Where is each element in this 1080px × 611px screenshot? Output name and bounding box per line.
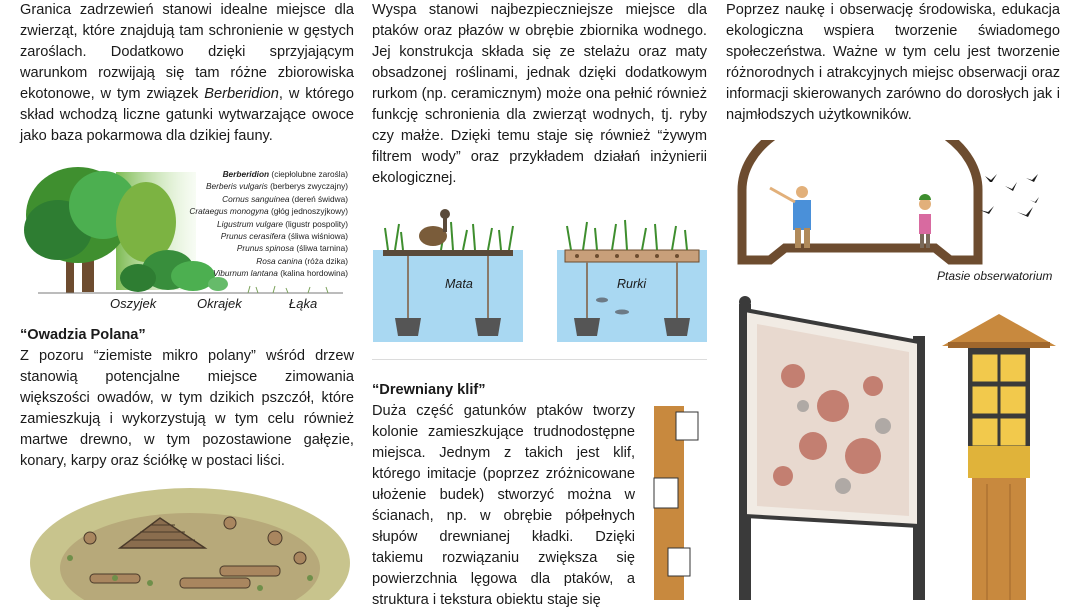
berberidion-legend [170, 168, 348, 280]
section-paragraph: Z pozoru “ziemiste mikro polany” wśród drzew stanowią potencjalne miejsce zimowania większości owadów, w tym dzikich pszczół, które zamieszkują i wykorzystują w tym celu również martwe drewno, w tym pozostawione gałęzie, konary, karpy oraz ściółkę w postaci liści. [20, 348, 354, 469]
floating-island-mata [373, 200, 523, 342]
legend-item: Prunus spinosa (śliwa tarnina) [236, 243, 348, 254]
observatory-caption: Ptasie obserwatorium [937, 269, 1053, 283]
info-board-illustration [733, 296, 945, 600]
zone-label-okrajek: Okrajek [197, 296, 242, 311]
divider-line [372, 359, 707, 360]
column-2 [372, 0, 707, 189]
island-label-rurki: Rurki [617, 277, 647, 291]
legend-item: Rosa canina (róża dzika) [256, 255, 348, 266]
island-rurki-image [557, 200, 707, 342]
column-1 [20, 0, 354, 147]
zone-label-oszyjek: Oszyjek [110, 296, 157, 311]
observatory-image [730, 140, 1060, 285]
legend-item: Ligustrum vulgare (ligustr pospolity) [217, 218, 348, 229]
meadow-illustration [30, 478, 352, 600]
section-owadzia-polana [20, 325, 354, 472]
section-paragraph: Duża część gatunków ptaków tworzy kolonie zamieszkujące trudnodostępne miejsca. Jednym z takich jest klif, którego imitacje (poprzez zróżnicowane ułożenie budek) stworzyć można w ścianach, np. w obrębie półpełnych słupów drewnianej kładki. Dzięki takiemu rozwiązaniu zwiększa się powierzchnia lęgowa dla ptaków, a struktura i tekstura obiektu staje się [372, 403, 635, 608]
legend-item: Viburnum lantana (kalina hordowina) [213, 268, 348, 279]
intro-paragraph-col3: Poprzez naukę i obserwację środowiska, edukacja ekologiczna wspiera tworzenie świadomego społeczeństwa. Ważne w tym celu jest tworzenie różnorodnych i atrakcyjnych miejsc obserwacji oraz informacji skierowanych zarówno do dorosłych jak i najmłodszych użytkowników. [726, 2, 1060, 123]
section-heading: “Drewniany klif” [372, 382, 486, 398]
section-drewniany-klif [372, 380, 635, 611]
floating-island-rurki [557, 200, 707, 342]
deadwood-glade-image [30, 478, 352, 600]
island-label-mata: Mata [445, 277, 473, 291]
cliff-post-image [650, 406, 708, 600]
zone-label-laka: Łąka [289, 296, 318, 311]
intro-paragraph-col2: Wyspa stanowi najbezpieczniejsze miejsce dla ptaków oraz płazów w obrębie zbiornika wodnego. Jej konstrukcja składa się ze stelażu oraz maty obsadzonej roślinami, jednak dzięki dodatkowym rurkom (np. ceramicznym) może ona pełnić również funkcję schronienia dla zwierząt wodnych, tj. ryby czy małże. Dzięki temu staje się również “żywym filtrem wody” oraz przykładem działań inżynierii ekologicznej. [372, 2, 707, 186]
column-3 [726, 0, 1060, 126]
legend-item: Prunus cerasifera (śliwa wiśniowa) [220, 231, 348, 242]
info-totem-illustration [942, 314, 1056, 600]
wooden-cliff-post [650, 406, 708, 600]
section-heading: “Owadzia Polana” [20, 327, 146, 343]
intro-paragraph-col1: Granica zadrzewień stanowi idealne miejsce dla zwierząt, które znajdują tam schronienie w gęstych zaroślach. Dodatkowo dzięki sprzyjającym warunkom rozwijają się tam różne zbiorowiska ekotonowe, w tym związek Berberidion, w którego skład wchodzą liczne gatunki wytwarzające owoce jako baza pokarmowa dla dzikiej fauny. [20, 2, 354, 144]
bird-observatory-illustration [730, 140, 1060, 285]
legend-item: Cornus sanguinea (dereń świdwa) [222, 193, 348, 204]
info-board-image [733, 296, 945, 600]
legend-item: Crataegus monogyna (głóg jednoszyjkowy) [189, 206, 348, 217]
totem-image [942, 314, 1056, 600]
legend-item: Berberis vulgaris (berberys zwyczajny) [205, 181, 348, 192]
island-mata-image [373, 200, 523, 342]
legend-title: Berberidion (ciepłolubne zarośla) [222, 169, 348, 179]
